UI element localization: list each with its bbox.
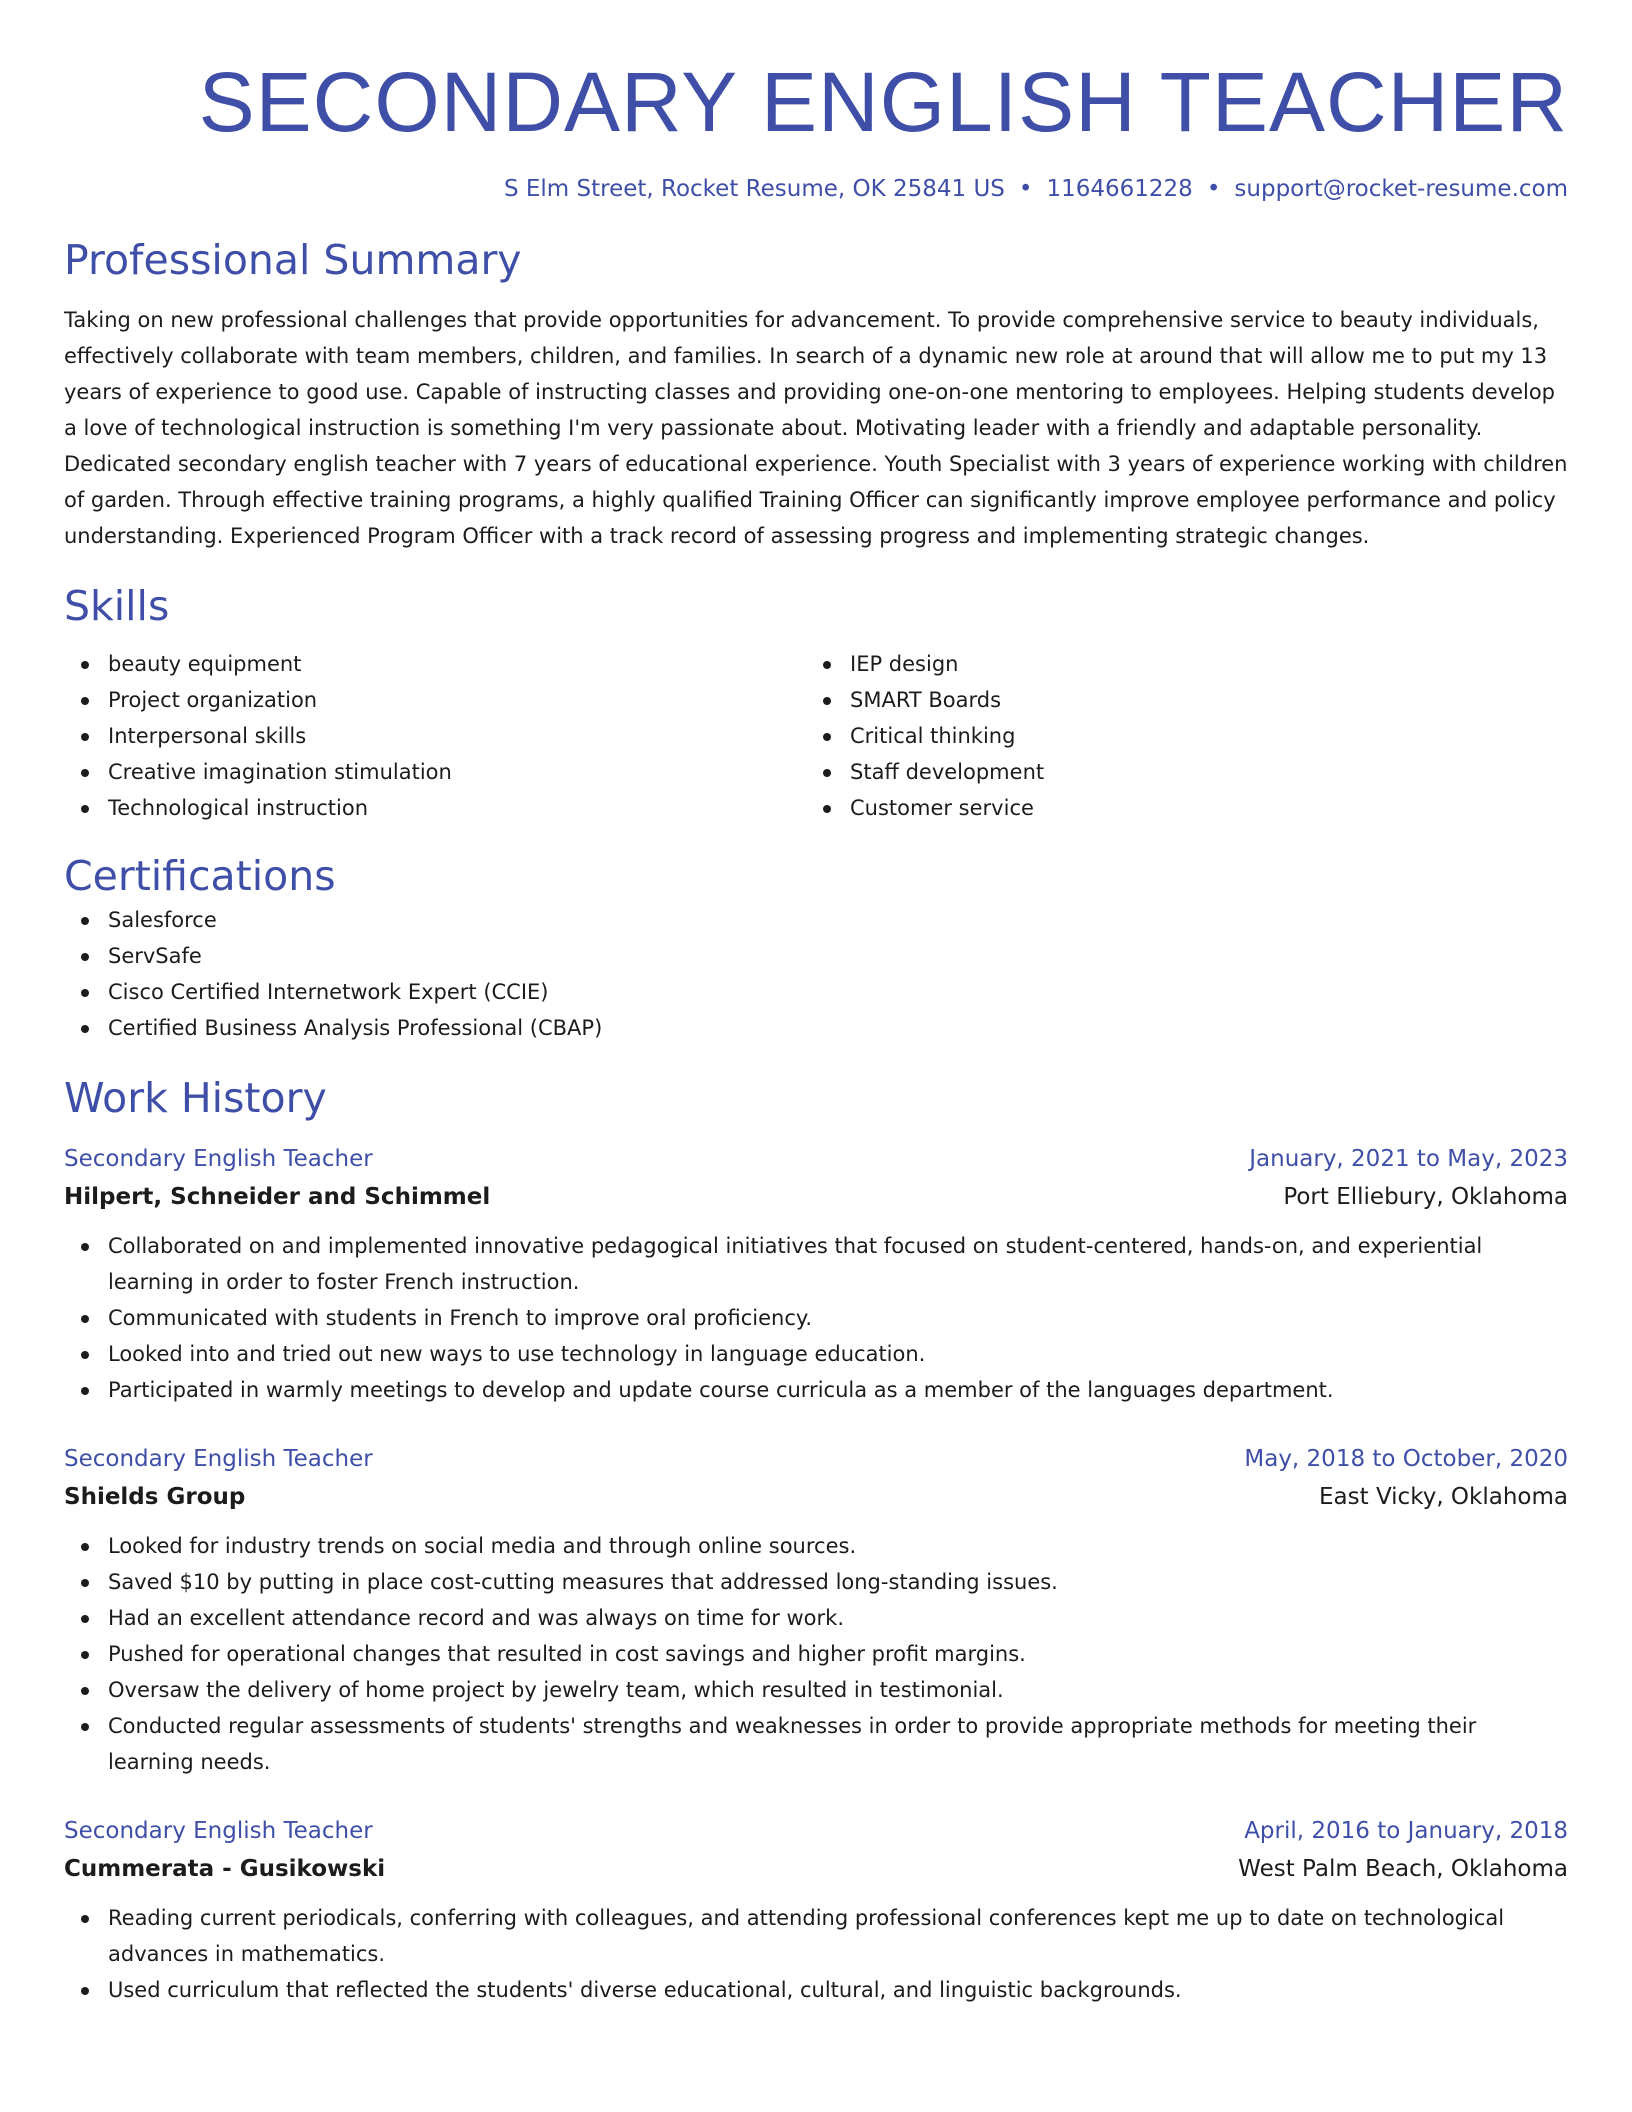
- skill-item: SMART Boards: [806, 682, 1548, 718]
- job-location: West Palm Beach, Oklahoma: [1238, 1856, 1568, 1882]
- job-duty: Pushed for operational changes that resulted in cost savings and higher profit margins.: [64, 1636, 1568, 1672]
- job-company: Shields Group: [64, 1484, 246, 1510]
- job-employer: [64, 1478, 1568, 1516]
- job-duty: Participated in warmly meetings to develop and update course curricula as a member of the languages department.: [64, 1372, 1568, 1408]
- skill-item: Customer service: [806, 790, 1548, 826]
- job-company: Hilpert, Schneider and Schimmel: [64, 1184, 491, 1210]
- certification-item: Salesforce: [64, 902, 1568, 938]
- job-header: [64, 1440, 1568, 1478]
- job-dates: April, 2016 to January, 2018: [1244, 1818, 1568, 1844]
- job-duty: Looked into and tried out new ways to use technology in language education.: [64, 1336, 1568, 1372]
- job-duty: Collaborated on and implemented innovative pedagogical initiatives that focused on student-centered, hands-on, and experiential learning in order to foster French instruction.: [64, 1228, 1568, 1300]
- job-header: [64, 1812, 1568, 1850]
- job-duty: Oversaw the delivery of home project by jewelry team, which resulted in testimonial.: [64, 1672, 1568, 1708]
- job-title: Secondary English Teacher: [64, 1146, 373, 1172]
- job-header: [64, 1140, 1568, 1178]
- contact-address: S Elm Street, Rocket Resume, OK 25841 US: [503, 176, 1005, 202]
- skill-item: Staff development: [806, 754, 1548, 790]
- job-employer: [64, 1850, 1568, 1888]
- skill-item: Critical thinking: [806, 718, 1548, 754]
- contact-separator: •: [1206, 176, 1221, 202]
- job-title: Secondary English Teacher: [64, 1818, 373, 1844]
- resume-page: [64, 0, 1568, 2008]
- skill-item: IEP design: [806, 646, 1548, 682]
- job-dates: May, 2018 to October, 2020: [1244, 1446, 1568, 1472]
- skill-item: beauty equipment: [64, 646, 806, 682]
- contact-phone: 1164661228: [1046, 176, 1193, 202]
- resume-header: [64, 0, 1568, 204]
- job-duty: Conducted regular assessments of students' strengths and weaknesses in order to provide appropriate methods for meeting their learning needs.: [64, 1708, 1568, 1780]
- skills-column-right: [806, 646, 1548, 826]
- job-duty: Looked for industry trends on social media and through online sources.: [64, 1528, 1568, 1564]
- job-dates: January, 2021 to May, 2023: [1249, 1146, 1568, 1172]
- job-company: Cummerata - Gusikowski: [64, 1856, 386, 1882]
- job-duty: Had an excellent attendance record and was always on time for work.: [64, 1600, 1568, 1636]
- job-entry: [64, 1140, 1568, 1408]
- certifications-heading: Certifications: [64, 852, 336, 900]
- job-entry: [64, 1812, 1568, 2008]
- job-duties: [64, 1900, 1568, 2008]
- skill-item: Project organization: [64, 682, 806, 718]
- job-duties: [64, 1528, 1568, 1780]
- contact-line: [64, 174, 1568, 204]
- skills-column-left: [64, 646, 806, 826]
- job-duty: Reading current periodicals, conferring with colleagues, and attending professional conferences kept me up to date on technological advances in mathematics.: [64, 1900, 1568, 1972]
- job-employer: [64, 1178, 1568, 1216]
- candidate-name: SECONDARY ENGLISH TEACHER: [198, 55, 1568, 149]
- job-entry: [64, 1440, 1568, 1780]
- skills-list: [64, 646, 1568, 826]
- job-duty: Communicated with students in French to improve oral proficiency.: [64, 1300, 1568, 1336]
- certification-item: Certified Business Analysis Professional (CBAP): [64, 1010, 1568, 1046]
- summary-heading: Professional Summary: [64, 236, 522, 284]
- certification-item: ServSafe: [64, 938, 1568, 974]
- skill-item: Technological instruction: [64, 790, 806, 826]
- contact-separator: •: [1018, 176, 1033, 202]
- certification-item: Cisco Certified Internetwork Expert (CCIE): [64, 974, 1568, 1010]
- contact-email: support@rocket-resume.com: [1234, 176, 1568, 202]
- job-title: Secondary English Teacher: [64, 1446, 373, 1472]
- job-location: East Vicky, Oklahoma: [1319, 1484, 1568, 1510]
- job-duty: Used curriculum that reflected the students' diverse educational, cultural, and linguistic backgrounds.: [64, 1972, 1568, 2008]
- skills-heading: Skills: [64, 582, 170, 630]
- job-duty: Saved $10 by putting in place cost-cutting measures that addressed long-standing issues.: [64, 1564, 1568, 1600]
- job-duties: [64, 1228, 1568, 1408]
- job-location: Port Elliebury, Oklahoma: [1283, 1184, 1568, 1210]
- work-history-heading: Work History: [64, 1074, 327, 1122]
- summary-text: Taking on new professional challenges that provide opportunities for advancement. To provide comprehensive service to beauty individuals, effectively collaborate with team members, children, and families. In search of a dynamic new role at around that will allow me to put my 13 years of experience to good use. Capable of instructing classes and providing one-on-one mentoring to employees. Helping students develop a love of technological instruction is something I'm very passionate about. Motivating leader with a friendly and adaptable personality. Dedicated secondary english teacher with 7 years of educational experience. Youth Specialist with 3 years of experience working with children of garden. Through effective training programs, a highly qualified Training Officer can significantly improve employee performance and policy understanding. Experienced Program Officer with a track record of assessing progress and implementing strategic changes.: [64, 308, 1568, 548]
- certifications-list: [64, 902, 1568, 1046]
- skill-item: Creative imagination stimulation: [64, 754, 806, 790]
- skill-item: Interpersonal skills: [64, 718, 806, 754]
